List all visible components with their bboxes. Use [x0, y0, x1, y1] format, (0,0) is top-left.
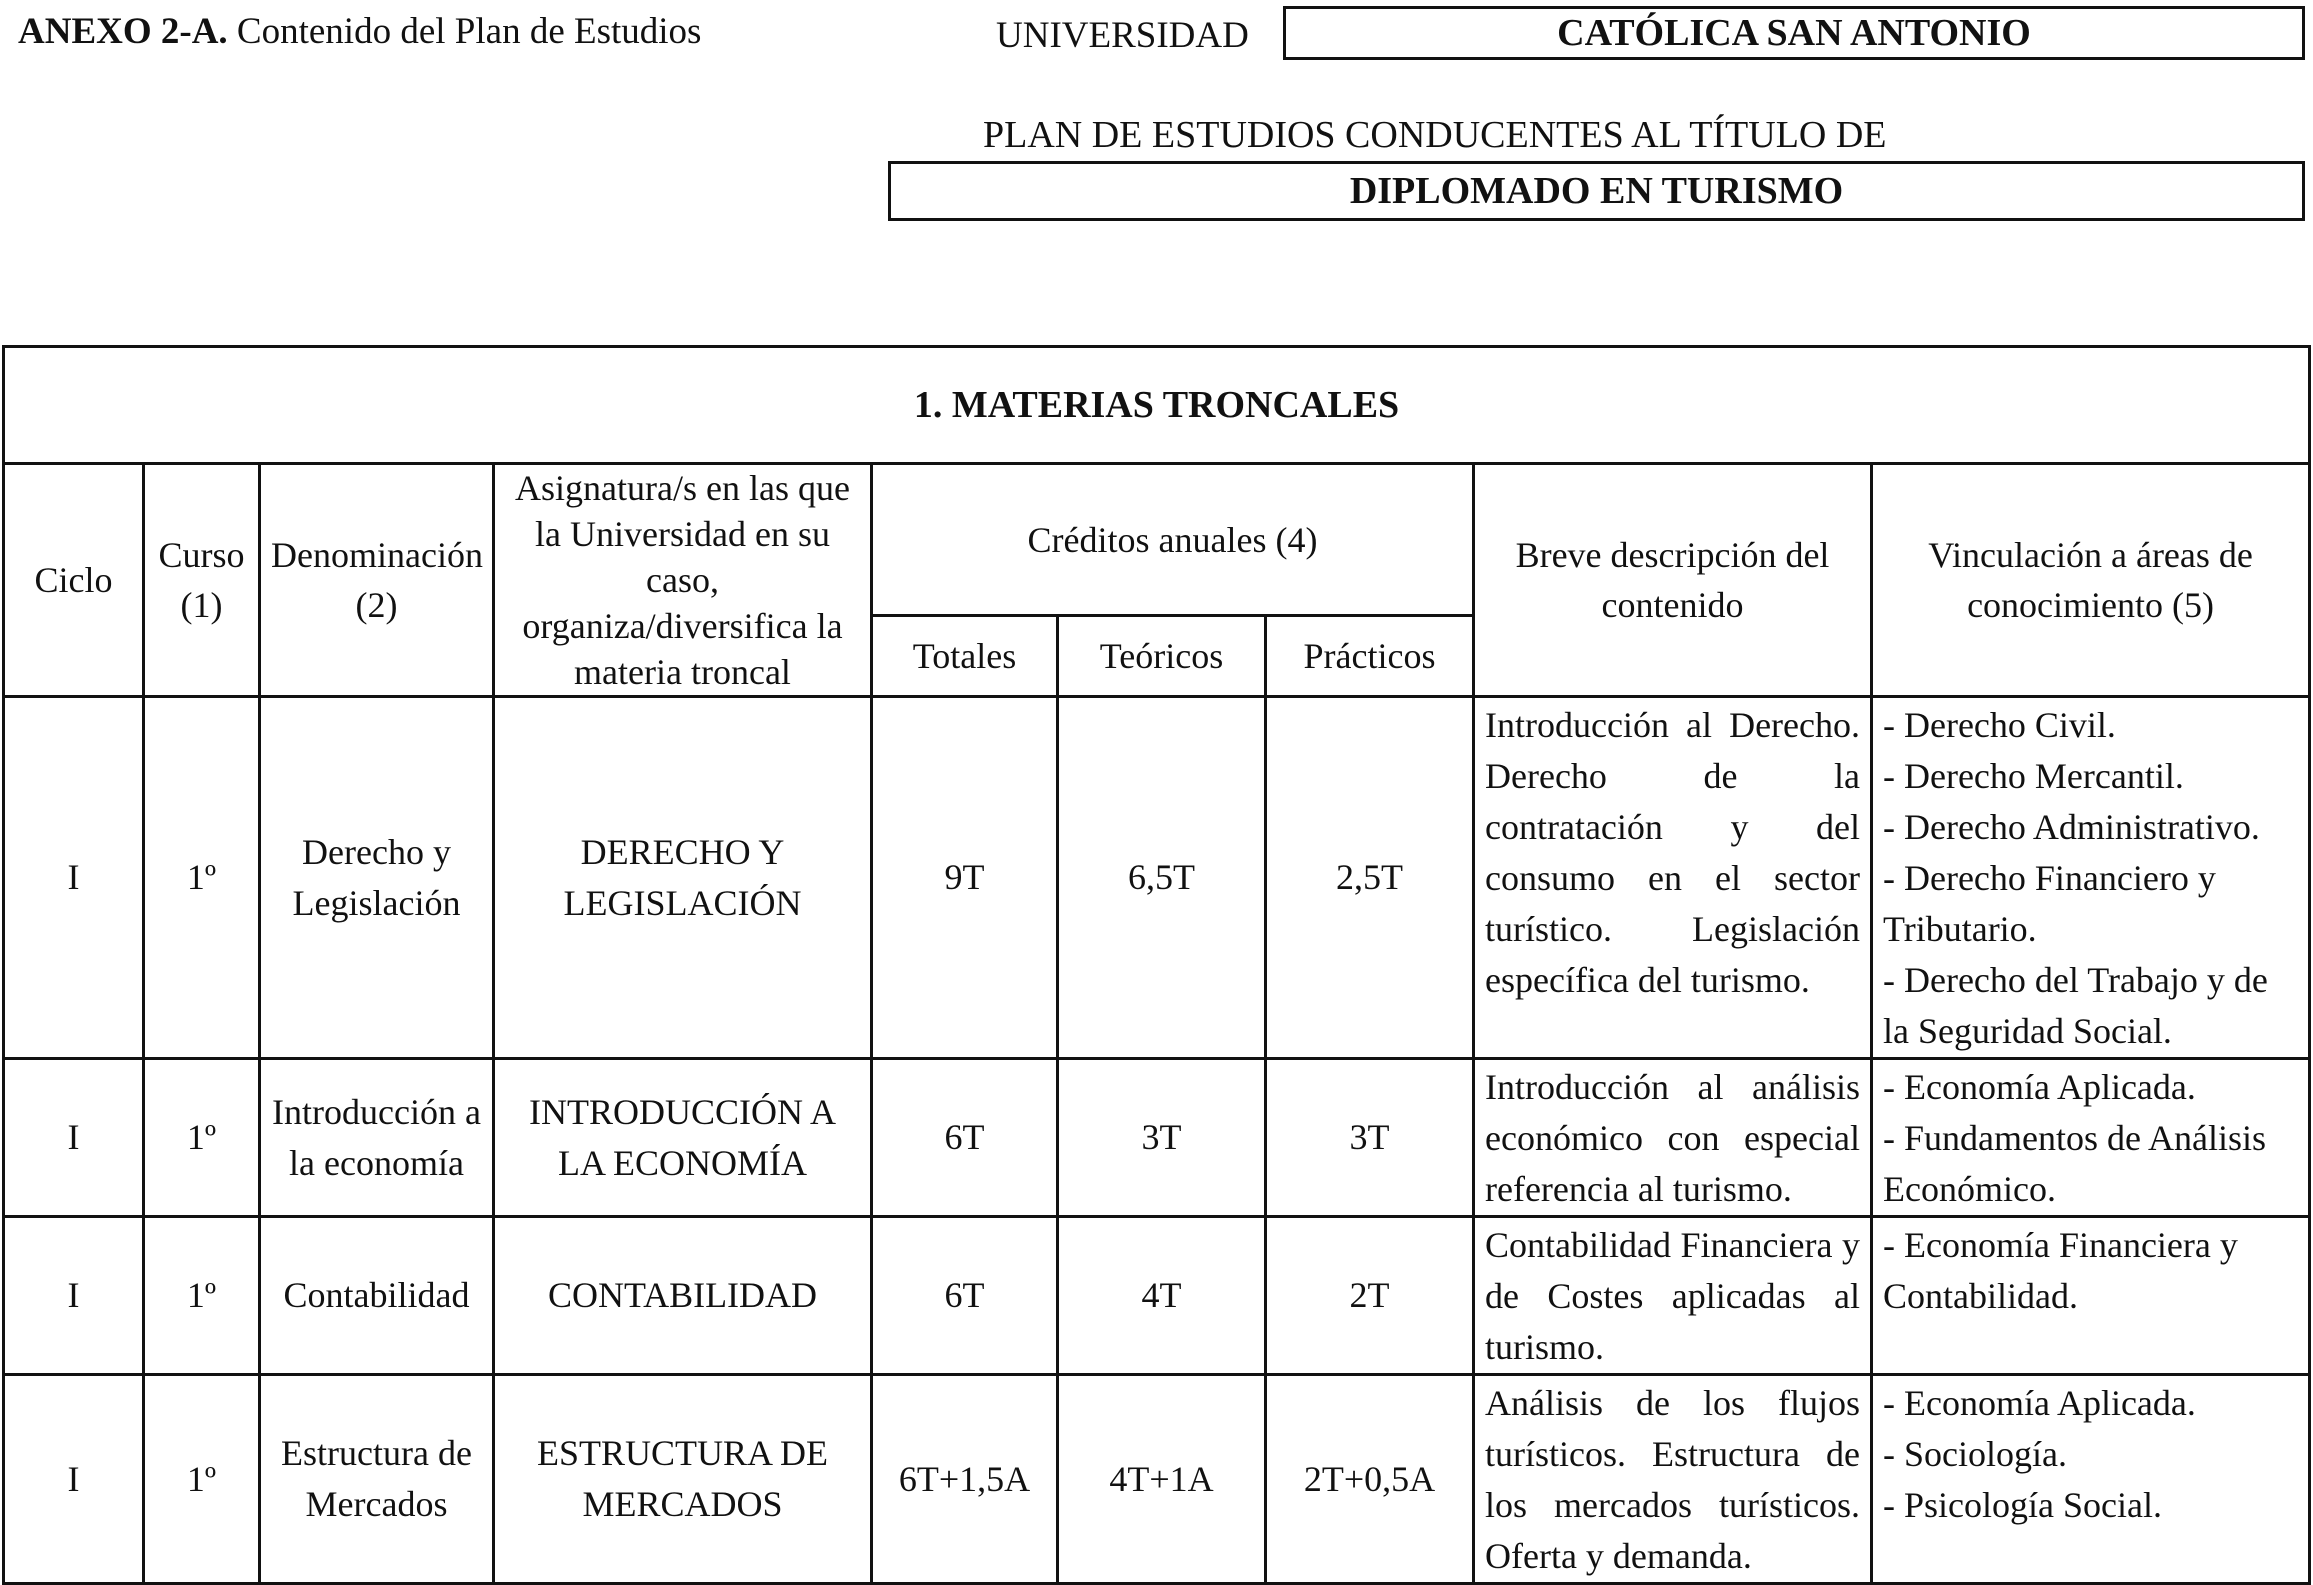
area-item: - Derecho del Trabajo y de la Seguridad Social. — [1883, 960, 2268, 1051]
asignatura-cell: ESTRUCTURA DE MERCADOS — [494, 1375, 872, 1584]
denominacion-cell: Introducción a la economía — [260, 1059, 494, 1217]
denominacion-cell: Derecho y Legislación — [260, 697, 494, 1059]
descripcion-cell: Contabilidad Financiera y de Costes aplicadas al turismo. — [1474, 1217, 1872, 1375]
curso-cell: 1º — [144, 697, 260, 1059]
area-item: - Economía Financiera y Contabilidad. — [1883, 1225, 2238, 1316]
col-header-descripcion: Breve descripción del contenido — [1474, 464, 1872, 697]
col-header-asignatura: Asignatura/s en las que la Universidad en su caso, organiza/diversifica la materia troncal — [494, 464, 872, 697]
ciclo-cell: I — [4, 697, 144, 1059]
teoricos-cell: 4T+1A — [1058, 1375, 1266, 1584]
totales-cell: 6T — [872, 1059, 1058, 1217]
denominacion-cell: Contabilidad — [260, 1217, 494, 1375]
table-row — [4, 1375, 2310, 1584]
practicos-cell: 2T — [1266, 1217, 1474, 1375]
curso-cell: 1º — [144, 1217, 260, 1375]
teoricos-cell: 3T — [1058, 1059, 1266, 1217]
ciclo-cell: I — [4, 1217, 144, 1375]
vinculacion-cell — [1872, 697, 2310, 1059]
teoricos-cell: 6,5T — [1058, 697, 1266, 1059]
practicos-cell: 2,5T — [1266, 697, 1474, 1059]
table-row — [4, 1059, 2310, 1217]
table-row — [4, 1217, 2310, 1375]
area-item: - Psicología Social. — [1883, 1485, 2162, 1525]
curso-cell: 1º — [144, 1059, 260, 1217]
ciclo-cell: I — [4, 1059, 144, 1217]
vinculacion-cell — [1872, 1217, 2310, 1375]
teoricos-cell: 4T — [1058, 1217, 1266, 1375]
descripcion-cell: Análisis de los flujos turísticos. Estructura de los mercados turísticos. Oferta y demanda. — [1474, 1375, 1872, 1584]
descripcion-cell: Introducción al análisis económico con especial referencia al turismo. — [1474, 1059, 1872, 1217]
area-item: - Economía Aplicada. — [1883, 1383, 2196, 1423]
curso-cell: 1º — [144, 1375, 260, 1584]
degree-title-box: DIPLOMADO EN TURISMO — [888, 161, 2305, 221]
area-item: - Fundamentos de Análisis Económico. — [1883, 1118, 2266, 1209]
descripcion-cell: Introducción al Derecho. Derecho de la contratación y del consumo en el sector turístico. Legislación específica del turismo. — [1474, 697, 1872, 1059]
plan-label: PLAN DE ESTUDIOS CONDUCENTES AL TÍTULO DE — [983, 114, 1887, 156]
area-item: - Derecho Administrativo. — [1883, 807, 2260, 847]
area-item: - Derecho Civil. — [1883, 705, 2116, 745]
area-item: - Derecho Mercantil. — [1883, 756, 2184, 796]
col-header-practicos: Prácticos — [1266, 616, 1474, 697]
area-item: - Sociología. — [1883, 1434, 2067, 1474]
asignatura-cell: DERECHO Y LEGISLACIÓN — [494, 697, 872, 1059]
col-header-ciclo: Ciclo — [4, 464, 144, 697]
col-header-creditos: Créditos anuales (4) — [872, 464, 1474, 616]
annex-heading — [18, 10, 701, 54]
practicos-cell: 3T — [1266, 1059, 1474, 1217]
area-item: - Economía Aplicada. — [1883, 1067, 2196, 1107]
col-header-denominacion: Denominación (2) — [260, 464, 494, 697]
col-header-curso: Curso (1) — [144, 464, 260, 697]
practicos-cell: 2T+0,5A — [1266, 1375, 1474, 1584]
materias-troncales-table — [2, 345, 2311, 1585]
col-header-teoricos: Teóricos — [1058, 616, 1266, 697]
area-item: - Derecho Financiero y Tributario. — [1883, 858, 2216, 949]
col-header-vinculacion: Vinculación a áreas de conocimiento (5) — [1872, 464, 2310, 697]
table-row — [4, 697, 2310, 1059]
totales-cell: 9T — [872, 697, 1058, 1059]
section-title: 1. MATERIAS TRONCALES — [4, 347, 2310, 464]
vinculacion-cell — [1872, 1375, 2310, 1584]
annex-title: Contenido del Plan de Estudios — [227, 11, 702, 52]
universidad-name-box: CATÓLICA SAN ANTONIO — [1283, 6, 2305, 60]
annex-number: ANEXO 2-A. — [18, 11, 228, 52]
denominacion-cell: Estructura de Mercados — [260, 1375, 494, 1584]
asignatura-cell: INTRODUCCIÓN A LA ECONOMÍA — [494, 1059, 872, 1217]
vinculacion-cell — [1872, 1059, 2310, 1217]
ciclo-cell: I — [4, 1375, 144, 1584]
asignatura-cell: CONTABILIDAD — [494, 1217, 872, 1375]
totales-cell: 6T — [872, 1217, 1058, 1375]
totales-cell: 6T+1,5A — [872, 1375, 1058, 1584]
universidad-label: UNIVERSIDAD — [996, 15, 1249, 56]
col-header-totales: Totales — [872, 616, 1058, 697]
